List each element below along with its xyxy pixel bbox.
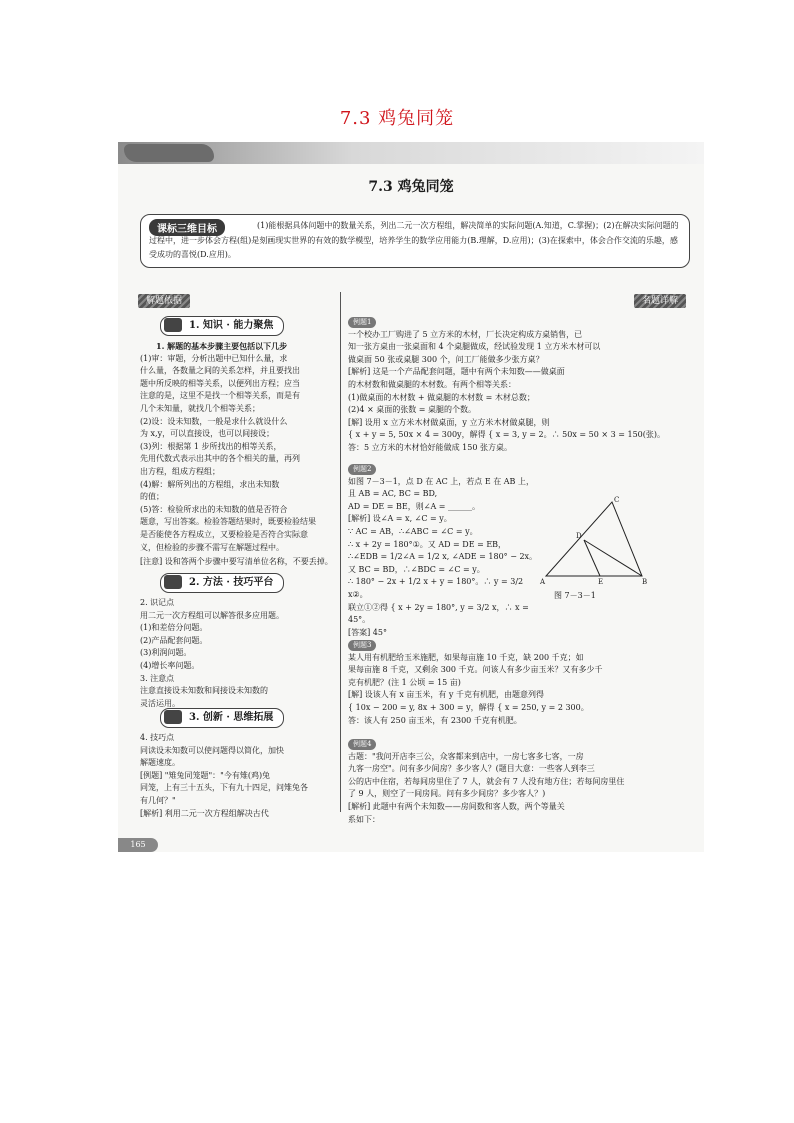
text-line: [解析] 设∠A = x, ∠C = y。 xyxy=(348,514,452,524)
goal-label: 课标三维目标 xyxy=(149,219,225,236)
section-title: 7.3 鸡兔同笼 xyxy=(368,179,454,195)
text-line: 一个校办工厂购进了 5 立方米的木材，厂长决定构成方桌销售，已 xyxy=(348,329,583,339)
text-line: 系如下： xyxy=(348,814,380,824)
text-line: 题中所反映的相等关系，以便列出方程；应当 xyxy=(140,378,300,388)
page-number: 165 xyxy=(118,838,158,852)
text-line: 解题速度。 xyxy=(140,758,180,768)
text-line: 先用代数式表示出其中的各个相关的量，再列 xyxy=(140,454,300,464)
text-line: [解析] 此题中有两个未知数——房间数和客人数，两个等量关 xyxy=(348,801,565,811)
figure-caption: 图 7－3－1 xyxy=(554,591,596,600)
goal-box xyxy=(140,214,690,268)
example-2 xyxy=(348,463,540,639)
example-3-lines xyxy=(348,652,688,728)
text-line: 同读设未知数可以使问题得以简化，加快 xyxy=(140,745,284,755)
text-line: (2)设：设未知数，一般是求什么就设什么 xyxy=(140,416,288,426)
text-line: 为 x,y，可以直接设，也可以间接设； xyxy=(140,429,275,439)
text-line: 又 BC = BD，∴∠BDC = ∠C = y。 xyxy=(348,564,485,574)
text-line: 知一张方桌由一张桌面和 4 个桌腿做成，经试验发现 1 立方米木材可以 xyxy=(348,342,601,352)
example-2-lines xyxy=(348,476,540,640)
text-line: 的木材数和做桌腿的木材数。有两个相等关系： xyxy=(348,379,516,389)
lightbulb-icon xyxy=(164,710,182,724)
text-line: 注意的是，这里不是找一个相等关系，而是有 xyxy=(140,391,300,401)
pill-label: 3. 创新 · 思维拓展 xyxy=(189,712,274,723)
text-line: 某人用有机肥给玉米施肥，如果每亩施 10 千克，缺 200 千克；如 xyxy=(348,652,584,662)
text-line: { 10x − 200 = y, 8x + 300 = y，解得 { x = 250, y = 2 300。 xyxy=(348,702,589,712)
example-tag: 例题2 xyxy=(348,464,376,475)
column-divider xyxy=(340,292,341,812)
text-line: 做桌面 50 张或桌腿 300 个，问工厂能做多少张方桌？ xyxy=(348,354,544,364)
text-line: 了 9 人，则空了一间房间。问有多少间房？多少客人？) xyxy=(348,789,546,799)
text-line: 2. 识记点 xyxy=(140,598,175,607)
text-line: 用二元一次方程组可以解答很多应用题。 xyxy=(140,610,284,620)
text-line: 什么量，各数量之间的关系怎样，并且要找出 xyxy=(140,366,300,376)
text-line: 3. 注意点 xyxy=(140,673,175,683)
text-line: 九客一房空"。问有多少间房？多少客人？(题目大意：一些客人到李三 xyxy=(348,764,595,774)
text-line: (5)答：检验所求出的未知数的值是否符合 xyxy=(140,504,288,514)
text-line: (1)审：审题，分析出题中已知什么量，求 xyxy=(140,353,288,363)
pill-label: 1. 知识 · 能力聚焦 xyxy=(189,320,274,331)
text-line: [解析] 利用二元一次方程组解决古代 xyxy=(140,808,269,818)
example-4-lines xyxy=(348,751,688,827)
pill-label: 2. 方法 · 技巧平台 xyxy=(189,577,274,588)
book-icon xyxy=(164,318,182,332)
text-line: (3)列：根据第 1 步所找出的相等关系， xyxy=(140,441,282,451)
text-line: 同笼，上有三十五头，下有九十四足，问雉兔各 xyxy=(140,783,308,793)
label-b: B xyxy=(642,578,648,586)
example-tag: 例题1 xyxy=(348,317,376,328)
goal-text: (1)能根据具体问题中的数量关系，列出二元一次方程组，解决简单的实际问题(A.知道，C.掌握)；(2)在解决实际问题的过程中，进一步体会方程(组)是刻画现实世界的有效的数学模型，培养学生的数学应用能力(B.理解，D.应用)；(3)在探索中，体会合作交流的乐趣，感受成功的喜悦(D.应用)。 xyxy=(149,221,679,259)
text-line: 公的店中住宿，若每间房里住了 7 人，就会有 7 人没有地方住；若每间房里住 xyxy=(348,776,625,786)
right-column-heading: 名题详解 xyxy=(634,294,686,308)
text-line: (3)利润问题。 xyxy=(140,648,192,658)
text-line: 出方程，组成方程组； xyxy=(140,466,220,476)
steps-title: 1. 解题的基本步骤主要包括以下几步 xyxy=(156,341,288,351)
triangle-figure xyxy=(538,494,650,592)
text-line: [例题] "雉兔同笼题"："今有雉(鸡)兔 xyxy=(140,770,271,780)
text-line: 题意，写出答案。检验答题结果时，既要检验结果 xyxy=(140,517,316,527)
text-line: 联立①②得 { x + 2y = 180°, y = 3/2 x，∴ x = 45°。 xyxy=(348,602,529,625)
tip-lines xyxy=(140,732,334,820)
page-title: 7.3 鸡兔同笼 xyxy=(339,108,455,129)
label-d: D xyxy=(576,532,582,540)
text-line: [解] 设用 x 立方米木材做桌面，y 立方米木材做桌腿，则 xyxy=(348,417,550,427)
text-line: 是否能使各方程成立，又要检验是否符合实际意 xyxy=(140,529,308,539)
label-c: C xyxy=(614,496,620,504)
text-line: 几个未知量，就找几个相等关系； xyxy=(140,403,260,413)
text-line: 答：5 立方米的木材恰好能做成 150 张方桌。 xyxy=(348,442,512,452)
text-line: 注意直接设未知数和间接设未知数的 xyxy=(140,686,268,696)
section-pill-knowledge xyxy=(160,316,284,336)
triangle-abc xyxy=(546,502,642,576)
section-pill-method xyxy=(160,573,284,593)
example-1 xyxy=(348,316,688,455)
example-tag: 例题4 xyxy=(348,739,376,750)
top-banner xyxy=(118,142,704,164)
text-line: { x + y = 5, 50x × 4 = 300y，解得 { x = 3, y = 2。∴ 50x = 50 × 3 = 150(张)。 xyxy=(348,430,665,440)
example-3 xyxy=(348,639,688,727)
scanned-page xyxy=(118,142,704,852)
text-line: 的值； xyxy=(140,492,164,502)
segment-bd xyxy=(584,540,642,576)
example-4 xyxy=(348,738,688,826)
text-line: (2)产品配套问题。 xyxy=(140,635,208,645)
text-line: (1)和差倍分问题。 xyxy=(140,623,208,633)
hand-icon xyxy=(164,575,182,589)
text-line: ∵ AC = AB，∴∠ABC = ∠C = y。 xyxy=(348,526,478,536)
steps-block xyxy=(140,340,334,569)
text-line: 古题："我问开店李三公，众客都来到店中，一房七客多七客，一房 xyxy=(348,751,584,761)
text-line: [解] 设该人有 x 亩玉米，有 y 千克有机肥，由题意列得 xyxy=(348,690,544,700)
text-line: 灵活运用。 xyxy=(140,698,180,708)
text-line: ∴ x + 2y = 180°①。又 AD = DE = EB， xyxy=(348,539,507,549)
text-line: 4. 技巧点 xyxy=(140,733,175,742)
label-a: A xyxy=(540,578,546,586)
text-line: (4)解：解所列出的方程组，求出未知数 xyxy=(140,479,280,489)
text-line: 如图 7－3－1，点 D 在 AC 上，若点 E 在 AB 上，且 AB = AC, BC = BD, xyxy=(348,476,534,499)
text-line: ∴ 180° − 2x + 1/2 x + y = 180°。∴ y = 3/2 x②。 xyxy=(348,577,524,599)
example-tag: 例题3 xyxy=(348,640,376,651)
example-1-lines xyxy=(348,329,688,455)
text-line: AD = DE = BE，则∠A = ______。 xyxy=(348,501,481,511)
text-line: 有几何？" xyxy=(140,795,176,805)
banner-decoration xyxy=(124,144,214,162)
text-line: 义，但检验的步骤不需写在解题过程中。 xyxy=(140,542,284,552)
note-text: [注意] 设和答两个步骤中要写清单位名称，不要丢掉。 xyxy=(140,557,333,567)
text-line: ∴∠EDB = 1/2∠A = 1/2 x, ∠ADE = 180° − 2x。 xyxy=(348,552,538,562)
method-lines xyxy=(140,597,334,710)
steps-lines xyxy=(140,353,334,555)
text-line: (2)4 × 桌面的张数 = 桌腿的个数。 xyxy=(348,405,476,415)
section-pill-innovation xyxy=(160,708,284,728)
text-line: [解析] 这是一个产品配套问题，题中有两个未知数——做桌面 xyxy=(348,367,565,377)
label-e: E xyxy=(598,578,604,586)
text-line: 克有机肥？(注 1 公顷 = 15 亩) xyxy=(348,677,461,687)
text-line: (4)增长率问题。 xyxy=(140,660,200,670)
text-line: (1)做桌面的木材数 + 做桌腿的木材数 = 木材总数； xyxy=(348,392,535,402)
text-line: 答：该人有 250 亩玉米，有 2300 千克有机肥。 xyxy=(348,715,522,725)
left-column-heading: 解题依据 xyxy=(138,294,190,308)
text-line: [答案] 45° xyxy=(348,627,387,637)
text-line: 果每亩施 8 千克，又剩余 300 千克。问该人有多少亩玉米？又有多少千 xyxy=(348,665,603,675)
